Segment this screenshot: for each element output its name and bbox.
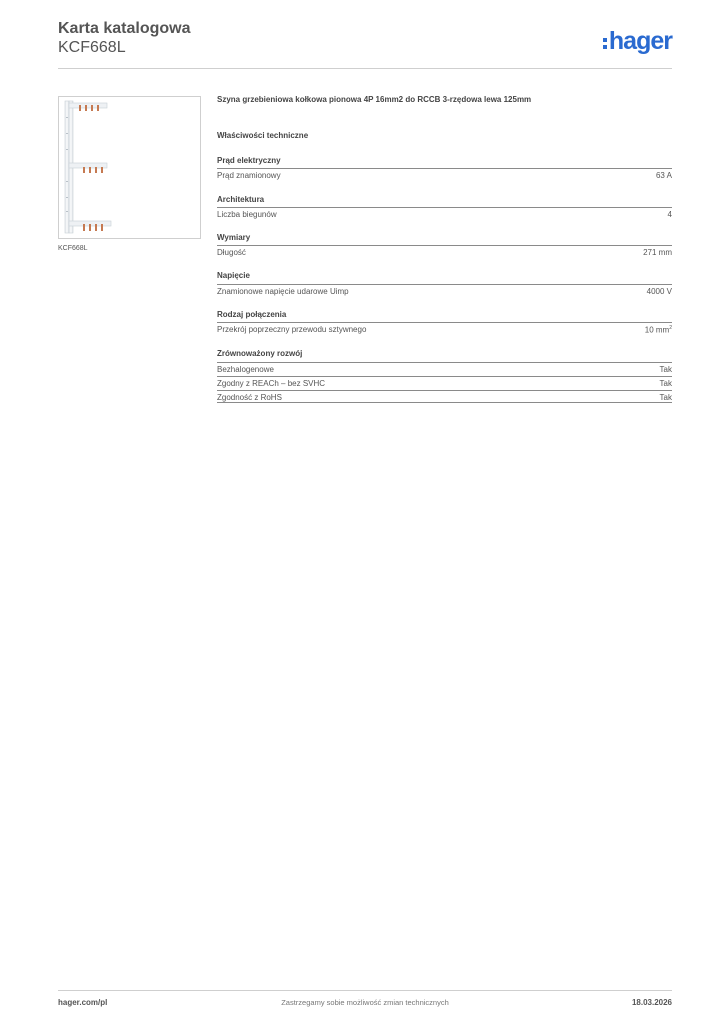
header-divider [58, 68, 672, 69]
property-row [217, 207, 672, 220]
product-code: KCF668L [58, 39, 126, 56]
property-row [217, 168, 672, 181]
property-value: Tak [659, 392, 672, 402]
property-row [217, 322, 672, 335]
group-title-architecture: Architektura [217, 195, 265, 204]
property-label: Przekrój poprzeczny przewodu sztywnego [217, 325, 367, 334]
product-description: Szyna grzebieniowa kołkowa pionowa 4P 16mm2 do RCCB 3-rzędowa lewa 125mm [217, 95, 532, 104]
property-label: Długość [217, 248, 246, 257]
group-title-voltage: Napięcie [217, 271, 250, 280]
footer-divider [58, 990, 672, 991]
property-row [217, 390, 672, 403]
property-row [217, 284, 672, 297]
technical-properties-heading: Właściwości techniczne [217, 131, 309, 140]
logo-dots-icon [603, 38, 607, 49]
property-value-number: 10 mm [644, 325, 670, 335]
property-value [645, 325, 672, 335]
group-title-connection-type: Rodzaj połączenia [217, 310, 287, 319]
property-value: 63 A [655, 171, 672, 180]
property-value: Tak [659, 379, 672, 388]
product-image-caption: KCF668L [58, 245, 88, 252]
property-label: Zgodność z RoHS [217, 392, 282, 402]
property-value: 4000 V [646, 287, 672, 296]
product-image [58, 96, 201, 239]
property-label: Znamionowe napięcie udarowe Uimp [217, 287, 349, 296]
comb-busbar-illustration [59, 97, 200, 238]
property-row [217, 245, 672, 258]
page-footer [58, 998, 672, 1010]
main-content [217, 95, 672, 402]
logo-text: hager [608, 26, 672, 55]
property-row [217, 362, 672, 375]
footer-website-link[interactable]: hager.com/pl [58, 998, 108, 1007]
property-row [217, 376, 672, 389]
property-value: Tak [659, 365, 672, 374]
property-label: Zgodny z REACh – bez SVHC [217, 379, 326, 388]
property-value: 271 mm [643, 248, 672, 257]
page-header [58, 20, 672, 68]
hager-logo [603, 28, 672, 54]
property-label: Prąd znamionowy [217, 171, 281, 180]
property-value-superscript: 2 [669, 324, 672, 331]
property-label: Bezhalogenowe [217, 365, 274, 374]
group-title-sustainability: Zrównoważony rozwój [217, 349, 303, 358]
document-title: Karta katalogowa [58, 20, 191, 37]
group-title-dimensions: Wymiary [217, 233, 251, 242]
property-label: Liczba biegunów [217, 210, 277, 219]
property-value: 4 [667, 210, 672, 219]
footer-disclaimer: Zastrzegamy sobie możliwość zmian technicznych [281, 998, 449, 1007]
group-title-electric-current: Prąd elektryczny [217, 156, 281, 165]
footer-date: 18.03.2026 [631, 998, 672, 1007]
